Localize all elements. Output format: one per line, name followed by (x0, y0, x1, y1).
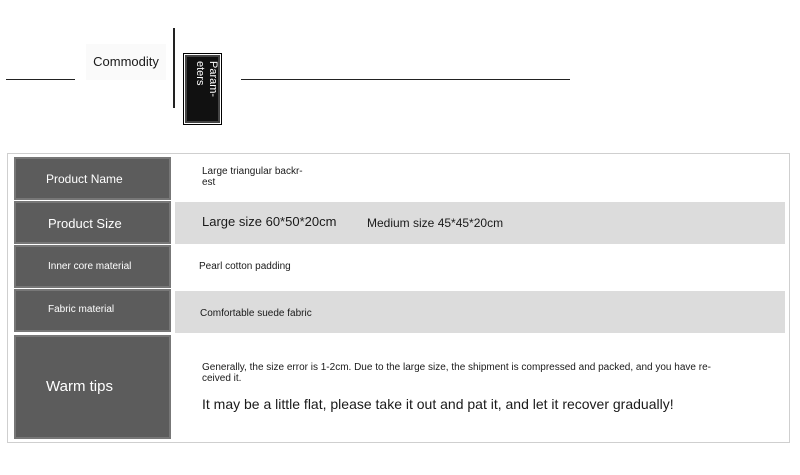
header-divider (173, 28, 175, 108)
label-product-size (14, 201, 171, 244)
value-warm-tips-advice: It may be a little flat, please take it out and pat it, and let it recover gradually! (202, 396, 674, 412)
value-size-medium: Medium size 45*45*20cm (367, 216, 504, 230)
label-fabric (14, 289, 171, 332)
value-warm-tips-note: Generally, the size error is 1-2cm. Due to the large size, the shipment is compressed and packed, and you have re- ceived it. (202, 362, 711, 384)
header-rule-right (241, 79, 570, 80)
parameters-tab (185, 55, 220, 123)
commodity-tab: Commodity (86, 44, 166, 80)
value-product-name: Large triangular backr- est (202, 166, 303, 188)
label-text: Product Size (48, 216, 122, 231)
label-warm-tips (14, 335, 171, 439)
label-text: Inner core material (48, 261, 132, 272)
label-text: Warm tips (46, 378, 113, 395)
label-product-name (14, 157, 171, 200)
label-text: Product Name (46, 172, 123, 186)
value-size-large: Large size 60*50*20cm (202, 214, 337, 229)
label-text: Fabric material (48, 304, 115, 315)
parameters-label: Param- eters (194, 61, 219, 98)
label-inner-core (14, 245, 171, 288)
value-inner-core: Pearl cotton padding (199, 261, 291, 272)
parameters-table (7, 153, 790, 443)
header-rule-left (6, 79, 75, 80)
value-fabric: Comfortable suede fabric (200, 308, 312, 319)
